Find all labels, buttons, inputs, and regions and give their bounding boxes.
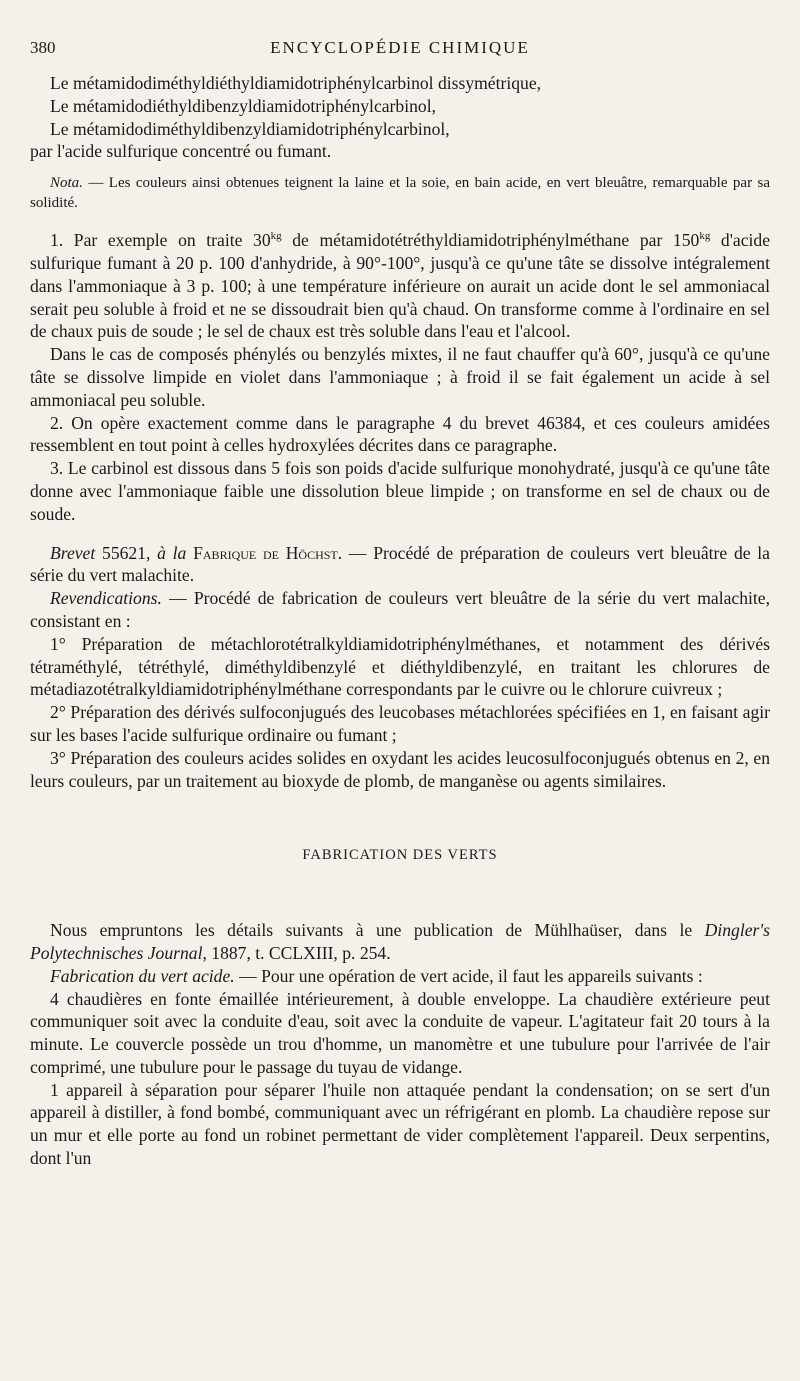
unit-kg: kg	[270, 230, 282, 243]
page-header	[30, 38, 770, 72]
nota-label: Nota.	[50, 175, 83, 192]
claim-2: 2° Préparation des dérivés sulfoconjugués des leucobases métachlorées spécifiées en 1, en faisant agir sur les bases l'acide sulfurique ordinaire ou fumant ;	[30, 702, 770, 745]
paragraph-4: 3. Le carbinol est dissous dans 5 fois son poids d'acide sulfurique monohydraté, jusqu'à ce qu'une tâte donne avec l'ammoniaque faible une dissolution bleue limpide ; on transforme en sel de chaux ou de soude.	[30, 458, 770, 524]
para6-text: — Pour une opération de vert acide, il faut les appareils suivants :	[234, 965, 703, 986]
para1-pre: 1. Par exemple on traite 30	[50, 230, 271, 251]
nota-text: — Les couleurs ainsi obtenues teignent la laine et la soie, en bain acide, en vert bleuâtre, remarquable par sa solidité.	[30, 175, 770, 212]
list-item: Le métamidodiméthyldiéthyldiamidotriphénylcarbinol dissymétrique,	[50, 73, 542, 93]
page-number: 380	[30, 38, 56, 57]
brevet-a-la: à la	[157, 542, 187, 563]
unit-kg: kg	[699, 230, 711, 243]
claim-1: 1° Préparation de métachlorotétralkyldiamidotriphénylméthanes, et notamment des dérivés tétraméthylé, tétréthylé, diméthyldibenzylé et diéthyldibenzylé, en traitant les chlorures de métadiazotétralkyldiamidotriphénylméthane correspondants par le cuivre ou le chlorure cuivreux ;	[30, 633, 770, 700]
compound-list	[30, 72, 770, 163]
revendications-text: — Procédé de fabrication de couleurs vert bleuâtre de la série du vert malachite, consistant en :	[30, 588, 770, 631]
paragraph-3: 2. On opère exactement comme dans le paragraphe 4 du brevet 46384, et ces couleurs amidées ressemblent en tout point à celles hydroxylées décrites dans ce paragraphe.	[30, 412, 770, 456]
para5-pre: Nous empruntons les détails suivants à une publication de Mühlhaüser, dans le	[50, 920, 705, 941]
brevet-company: Fabrique de Höchst.	[193, 542, 343, 563]
claim-3: 3° Préparation des couleurs acides solides en oxydant les acides leucosulfoconjugués obtenus en 2, en leurs couleurs, par un traitement au bioxyde de plomb, de manganèse ou agents similaires.	[30, 747, 770, 791]
paragraph-1	[30, 229, 770, 343]
paragraph-5	[30, 919, 770, 965]
section-title: FABRICATION DES VERTS	[302, 847, 498, 864]
revendications-paragraph	[30, 587, 770, 633]
list-item: Le métamidodiméthyldibenzyldiamidotriphénylcarbinol,	[50, 118, 450, 139]
brevet-text: — Procédé de préparation de couleurs vert bleuâtre de la série du vert malachite.	[30, 542, 770, 586]
list-item: Le métamidodiéthyldibenzyldiamidotriphénylcarbinol,	[50, 95, 436, 116]
paragraph-7: 4 chaudières en fonte émaillée intérieurement, à double enveloppe. La chaudière extérieure peut communiquer soit avec la conduite d'eau, soit avec la conduite de vapeur. L'agitateur fait 20 tours à la minute. Le couvercle possède un trou d'homme, un manomètre et une tubulure pour l'arrivée de l'air comprimé, une tubulure pour le passage du tuyau de vidange.	[30, 988, 770, 1077]
list-item: par l'acide sulfurique concentré ou fumant.	[30, 141, 332, 162]
paragraph-6	[30, 965, 770, 988]
brevet-paragraph	[30, 542, 770, 588]
para5-post: , 1887, t. CCLXIII, p. 254.	[202, 942, 391, 963]
running-title: ENCYCLOPÉDIE CHIMIQUE	[270, 38, 530, 57]
brevet-label: Brevet	[50, 542, 96, 563]
para1-post: d'acide sulfurique fumant à 20 p. 100 d'anhydride, à 90°-100°, jusqu'à ce qu'une tâte se dissolve intégralement dans l'ammoniaque à 3 p. 100; à une température inférieure on aurait un acide dont le sel ammoniacal serait peu soluble à froid et ne se dissoudrait bien qu'à chaud. On transforme comme à l'ordinaire en sel de chaux puis de soude ; le sel de chaux est très soluble dans l'eau et l'alcool.	[30, 230, 771, 342]
para6-label: Fabrication du vert acide.	[50, 965, 235, 986]
paragraph-2: Dans le cas de composés phénylés ou benzylés mixtes, il ne faut chauffer qu'à 60°, jusqu'à ce qu'une tâte se dissolve limpide en violet dans l'ammoniaque ; à froid il se fait également un acide à sel ammoniacal peu soluble.	[30, 344, 770, 410]
revendications-label: Revendications.	[50, 588, 162, 609]
para1-mid: de métamidotétréthyldiamidotriphénylméthane par 150	[281, 230, 700, 251]
paragraph-8: 1 appareil à séparation pour séparer l'huile non attaquée pendant la condensation; on se sert d'un appareil à distiller, à fond bombé, communiquant avec un réfrigérant en plomb. La chaudière repose sur un mur et elle porte au fond un robinet permettant de vider complètement l'appareil. Deux serpentins, dont l'un	[30, 1079, 770, 1169]
nota-paragraph	[30, 173, 770, 213]
brevet-number: 55621,	[102, 542, 158, 563]
journal-title: Dingler's Polytechnisches Journal	[30, 920, 770, 963]
